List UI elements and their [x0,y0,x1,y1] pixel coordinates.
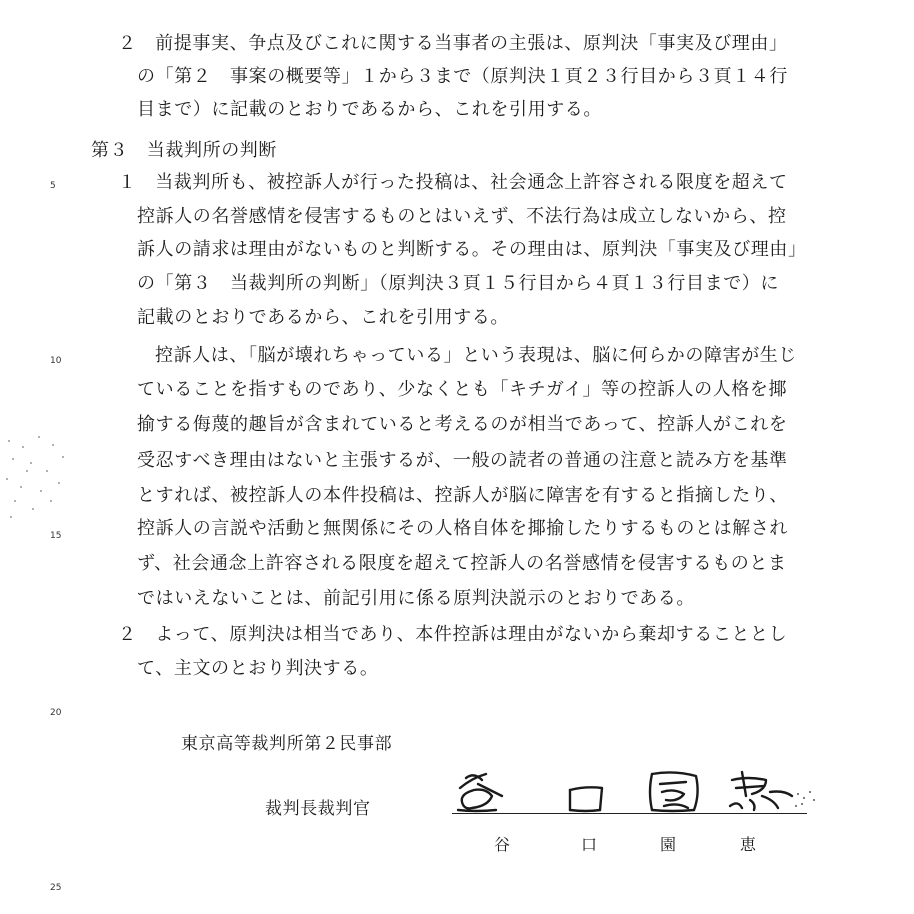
text-line-8: の「第３ 当裁判所の判断」（原判決３頁１５行目から４頁１３行目まで）に [137,273,779,294]
judge-name-char-1: 谷 [494,835,511,854]
section-heading: 第３ 当裁判所の判断 [91,140,277,161]
line-number-15: 15 [50,531,62,541]
text-line-12: 揄する侮蔑的趣旨が含まれていると考えるのが相当であって、控訴人がこれを [137,414,788,435]
signature-line [452,813,807,814]
text-line-19: て、主文のとおり判決する。 [137,658,379,679]
court-name: 東京高等裁判所第２民事部 [181,734,393,754]
judge-name-char-4: 恵 [740,835,757,854]
line-number-5: 5 [50,181,56,191]
text-line-6: 控訴人の名誉感情を侵害するものとはいえず、不法行為は成立しないから、控 [137,206,787,227]
text-line-16: ず、社会通念上許容される限度を超えて控訴人の名誉感情を侵害するものとま [137,553,787,574]
text-line-14: とすれば、被控訴人の本件投稿は、控訴人が脳に障害を有すると指摘したり、 [137,485,788,506]
text-line-2: の「第２ 事案の概要等」１から３まで（原判決１頁２３行目から３頁１４行 [137,66,788,87]
text-line-3: 目まで）に記載のとおりであるから、これを引用する。 [137,99,602,120]
text-line-18: ２ よって、原判決は相当であり、本件控訴は理由がないから棄却することとし [118,624,788,645]
text-line-11: ていることを指すものであり、少なくとも「キチガイ」等の控訴人の人格を揶 [137,379,788,400]
judge-name-char-3: 園 [660,835,677,854]
text-line-10: 控訴人は、「脳が壊れちゃっている」という表現は、脳に何らかの障害が生じ [155,345,797,366]
line-number-25: 25 [50,883,62,893]
judge-title: 裁判長裁判官 [265,799,371,819]
text-line-15: 控訴人の言説や活動と無関係にその人格自体を揶揄したりするものとは解され [137,518,788,539]
text-line-13: 受忍すべき理由はないと主張するが、一般の読者の普通の注意と読み方を基準 [137,450,788,471]
text-line-7: 訴人の請求は理由がないものと判断する。その理由は、原判決「事実及び理由」 [137,239,807,260]
text-line-1: ２ 前提事実、争点及びこれに関する当事者の主張は、原判決「事実及び理由」 [118,33,788,54]
line-number-10: 10 [50,356,62,366]
text-line-9: 記載のとおりであるから、これを引用する。 [137,307,509,328]
text-line-17: ではいえないことは、前記引用に係る原判決説示のとおりである。 [137,588,695,609]
line-number-20: 20 [50,708,62,718]
handwritten-signature [452,766,822,816]
judge-name-char-2: 口 [581,835,598,854]
text-line-5: １ 当裁判所も、被控訴人が行った投稿は、社会通念上許容される限度を超えて [118,172,788,193]
